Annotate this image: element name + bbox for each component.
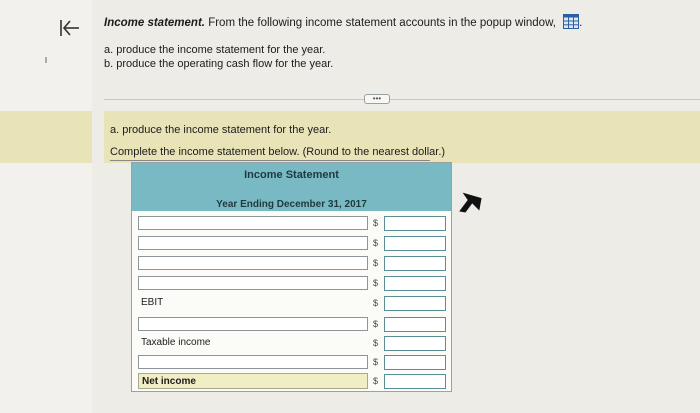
dollar-sign: $ <box>373 338 379 348</box>
line-item-label-input[interactable] <box>138 317 368 331</box>
amount-input[interactable] <box>384 256 446 271</box>
line-item-label-input[interactable] <box>138 236 368 250</box>
income-statement-table <box>131 162 452 392</box>
dollar-sign: $ <box>373 376 379 386</box>
amount-input[interactable] <box>384 355 446 370</box>
expand-dots-button[interactable]: ••• <box>364 94 390 104</box>
line-item-label-input[interactable] <box>138 355 368 369</box>
amount-input[interactable] <box>384 276 446 291</box>
amount-input[interactable] <box>384 236 446 251</box>
net-income-label: Net income <box>138 373 368 389</box>
statement-title: Income Statement <box>244 169 339 181</box>
line-item-label-input[interactable] <box>138 216 368 230</box>
question-trailing: . <box>579 17 583 29</box>
dollar-sign: $ <box>373 319 379 329</box>
question-item-a: a. produce the income statement for the year. <box>104 44 326 56</box>
back-arrow-icon[interactable] <box>58 16 82 40</box>
amount-input[interactable] <box>384 216 446 231</box>
section-divider <box>104 99 700 100</box>
instruction-text: Complete the income statement below. (Round to the nearest dollar.) <box>110 146 446 158</box>
mouse-cursor-icon <box>452 190 484 214</box>
part-a-label: a. produce the income statement for the year. <box>110 124 332 136</box>
margin-mark <box>45 57 47 63</box>
statement-header <box>132 163 451 211</box>
amount-input[interactable] <box>384 336 446 351</box>
dollar-sign: $ <box>373 258 379 268</box>
statement-period: Year Ending December 31, 2017 <box>216 199 367 210</box>
left-highlight <box>0 111 92 163</box>
question-title: Income statement. <box>104 17 205 29</box>
dollar-sign: $ <box>373 238 379 248</box>
dollar-sign: $ <box>373 298 379 308</box>
instruction-underline <box>110 160 430 161</box>
question-item-b: b. produce the operating cash flow for the year. <box>104 58 334 70</box>
dollar-sign: $ <box>373 357 379 367</box>
question-text: From the following income statement accounts in the popup window, <box>208 17 556 29</box>
line-item-label-input[interactable] <box>138 276 368 290</box>
dollar-sign: $ <box>373 218 379 228</box>
line-item-label-input[interactable] <box>138 256 368 270</box>
amount-input[interactable] <box>384 296 446 311</box>
line-item-label: Taxable income <box>141 337 211 348</box>
amount-input[interactable] <box>384 317 446 332</box>
amount-input[interactable] <box>384 374 446 389</box>
dollar-sign: $ <box>373 278 379 288</box>
question-header <box>104 14 582 31</box>
table-grid-icon[interactable] <box>563 14 579 29</box>
line-item-label: EBIT <box>141 297 164 308</box>
